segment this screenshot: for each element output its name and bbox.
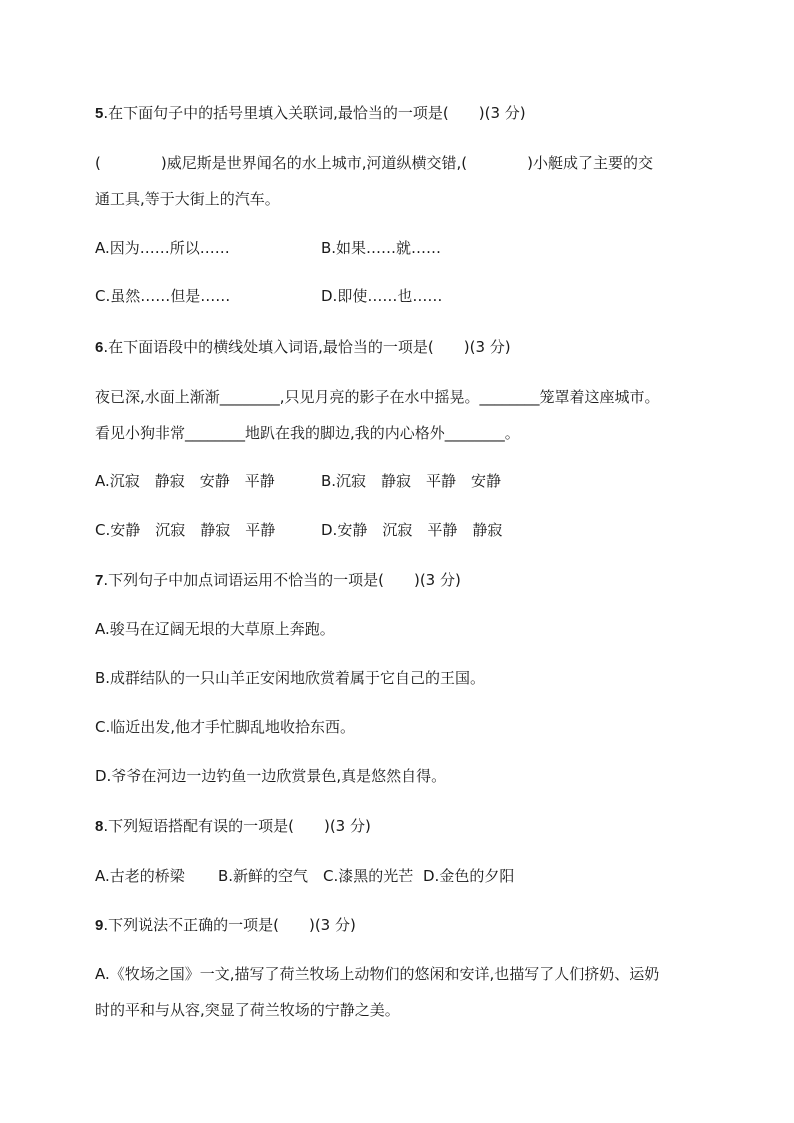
question-6-stem <box>95 337 511 357</box>
question-5-options-row-1 <box>95 238 441 258</box>
question-6-option-b: B.沉寂 静寂 平静 安静 <box>321 472 502 490</box>
question-5-sentence-line-1: ( )威尼斯是世界闻名的水上城市,河道纵横交错,( )小艇成了主要的交 <box>95 154 653 172</box>
question-7-text: .下列句子中加点词语运用不恰当的一项是( )(3 分) <box>103 571 461 589</box>
question-5-option-b: B.如果……就…… <box>321 239 442 257</box>
question-9-option-a-line-2: 时的平和与从容,突显了荷兰牧场的宁静之美。 <box>95 1001 400 1019</box>
question-8-option-c: C.漆黑的光芒 <box>323 867 414 885</box>
question-5-option-c: C.虽然……但是…… <box>95 287 231 305</box>
question-6-option-c: C.安静 沉寂 静寂 平静 <box>95 521 276 539</box>
question-6-passage-line-2: 看见小狗非常________地趴在我的脚边,我的内心格外________。 <box>95 424 520 442</box>
question-6-options-row-1 <box>95 471 501 491</box>
question-8-options-row <box>95 866 514 886</box>
question-7-option-c: C.临近出发,他才手忙脚乱地收拾东西。 <box>95 718 356 736</box>
question-8-option-b: B.新鲜的空气 <box>218 867 309 885</box>
question-9-text: .下列说法不正确的一项是( )(3 分) <box>103 916 356 934</box>
question-8-text: .下列短语搭配有误的一项是( )(3 分) <box>103 817 371 835</box>
question-7-stem <box>95 570 461 590</box>
question-5-option-a: A.因为……所以…… <box>95 239 230 257</box>
question-5-option-d: D.即使……也…… <box>321 287 443 305</box>
question-6-option-d: D.安静 沉寂 平静 静寂 <box>321 521 503 539</box>
question-7-option-d: D.爷爷在河边一边钓鱼一边欣赏景色,真是悠然自得。 <box>95 767 447 785</box>
question-6-number: 6 <box>95 339 104 356</box>
question-8-stem <box>95 816 371 836</box>
question-6-passage-line-1: 夜已深,水面上渐渐________,只见月亮的影子在水中摇晃。________笼罩着这座城市。 <box>95 388 660 406</box>
question-6-option-a: A.沉寂 静寂 安静 平静 <box>95 472 275 490</box>
question-6-options-row-2 <box>95 520 502 540</box>
question-8-number: 8 <box>95 818 104 835</box>
question-8-option-d: D.金色的夕阳 <box>423 867 515 885</box>
question-6-text: .在下面语段中的横线处填入词语,最恰当的一项是( )(3 分) <box>103 338 511 356</box>
question-7-option-a: A.骏马在辽阔无垠的大草原上奔跑。 <box>95 620 335 638</box>
question-5-options-row-2 <box>95 286 442 306</box>
question-9-number: 9 <box>95 917 104 934</box>
question-7-option-b: B.成群结队的一只山羊正安闲地欣赏着属于它自己的王国。 <box>95 669 486 687</box>
question-5-text: .在下面句子中的括号里填入关联词,最恰当的一项是( )(3 分) <box>103 104 526 122</box>
question-5-sentence-line-2: 通工具,等于大街上的汽车。 <box>95 190 280 208</box>
question-9-stem <box>95 915 356 935</box>
question-5-stem <box>95 103 526 123</box>
question-7-number: 7 <box>95 572 104 589</box>
question-9-option-a-line-1: A.《牧场之国》一文,描写了荷兰牧场上动物们的悠闲和安详,也描写了人们挤奶、运奶 <box>95 965 660 983</box>
question-5-number: 5 <box>95 105 104 122</box>
question-8-option-a: A.古老的桥梁 <box>95 867 185 885</box>
